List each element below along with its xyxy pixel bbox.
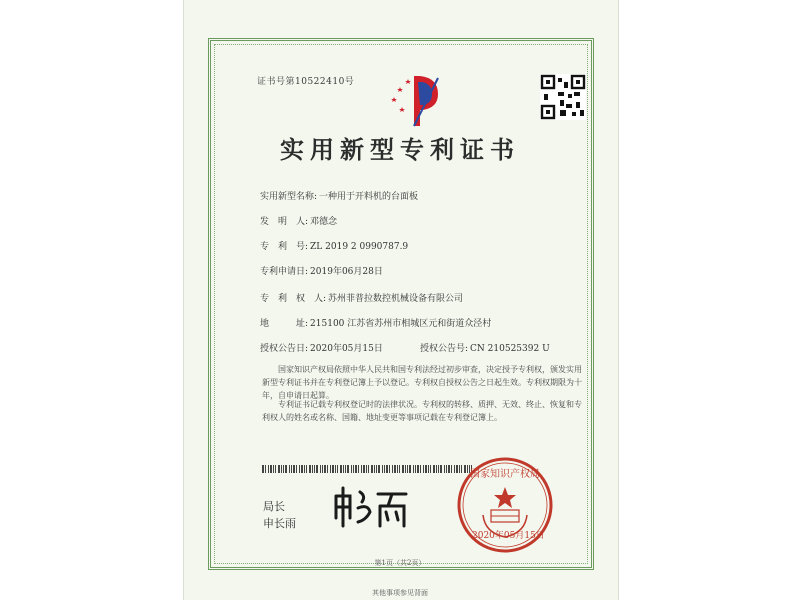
certificate-title: 实用新型专利证书 [280,135,520,164]
certificate-number: 证书号第10522410号 [257,77,355,87]
field-row-filing-date [260,264,383,277]
field-value: 一种用于开料机的台面板 [319,192,419,202]
field-value: 苏州菲普拉数控机械设备有限公司 [328,294,464,304]
grant-statement-paragraph: 国家知识产权局依照中华人民共和国专利法经过初步审查，决定授予专利权，颁发实用新型专利证书并在专利登记簿上予以登记。专利权自授权公告之日起生效。专利权期限为十年，自申请日起算。 [262,365,582,400]
director-title: 局长 [263,500,285,513]
field-value: 邓德念 [310,217,338,227]
barcode-icon [262,465,472,473]
field-row-patent-number [260,239,408,252]
field-row-address [260,316,491,329]
legal-status-paragraph: 专利证书记载专利权登记时的法律状况。专利权的转移、质押、无效、终止、恢复和专利权人的姓名或名称、国籍、地址变更等事项记载在专利登记簿上。 [262,400,582,422]
field-value: 2020年05月15日 [310,344,383,354]
patent-office-emblem-icon [380,68,450,130]
field-label: 授权公告号: [420,344,469,354]
field-row-name [260,189,418,202]
field-value: 2019年06月28日 [310,267,383,277]
field-value: ZL 2019 2 0990787.9 [310,242,409,252]
field-row-patentee [260,291,463,304]
director-name: 申长雨 [263,517,296,530]
page-number: 第1页（共2页） [374,559,426,567]
seal-date: 2020年05月15日 [472,531,545,541]
field-row-inventor [260,214,337,227]
field-row-grant-number [420,341,550,354]
qr-code-icon [540,74,586,120]
field-value: 215100 江苏省苏州市相城区元和街道众泾村 [310,319,492,329]
field-label: 地 址: [260,319,309,329]
field-value: CN 210525392 U [470,344,550,354]
field-label: 发 明 人: [260,217,309,227]
svg-text:国家知识产权局: 国家知识产权局 [470,469,540,480]
field-label: 专利申请日: [260,267,309,277]
field-label: 实用新型名称: [260,192,318,202]
field-row-grant-date [260,341,383,354]
field-label: 授权公告日: [260,344,309,354]
back-note: 其他事项参见背面 [372,589,428,597]
field-label: 专 利 权 人: [260,294,327,304]
director-signature-icon [330,482,410,532]
field-label: 专 利 号: [260,242,309,252]
